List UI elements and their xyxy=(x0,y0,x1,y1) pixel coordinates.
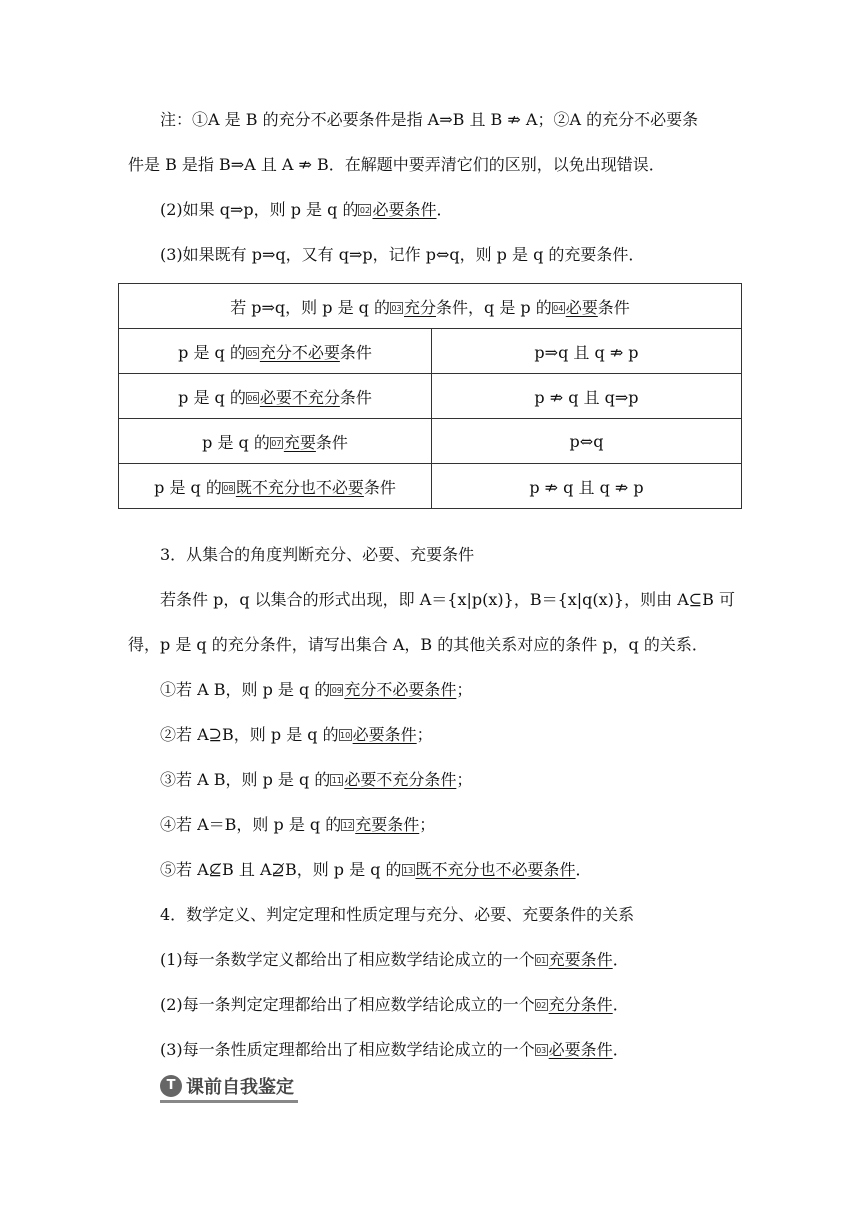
table-row xyxy=(119,329,742,374)
table-cell-right: p ⇏ q 且 q ⇏ p xyxy=(432,464,742,509)
answer-marker: 05 xyxy=(247,348,258,358)
item-2-suffix: ． xyxy=(436,200,453,219)
item-3: (3)如果既有 p⇒q，又有 q⇒p，记作 p⇔q，则 p 是 q 的充要条件． xyxy=(160,245,645,264)
table-cell-right: p⇒q 且 q ⇏ p xyxy=(432,329,742,374)
answer-marker: 08 xyxy=(223,483,234,493)
table-cell-left: p 是 q 的08 既不充分也不必要条件 xyxy=(119,464,432,509)
note-line-2: 件是 B 是指 B⇒A 且 A ⇏ B．在解题中要弄清它们的区别，以免出现错误． xyxy=(128,155,665,174)
table-header-row xyxy=(119,284,742,329)
table-row xyxy=(119,374,742,419)
badge-icon: T xyxy=(160,1075,182,1097)
section-3-heading: 3．从集合的角度判断充分、必要、充要条件 xyxy=(160,545,475,564)
condition-table xyxy=(118,283,742,509)
answer-marker: 10 xyxy=(340,731,351,740)
table-cell-left: p 是 q 的06 必要不充分条件 xyxy=(119,374,432,419)
table-cell-left: p 是 q 的07 充要条件 xyxy=(119,419,432,464)
answer-marker: 09 xyxy=(331,686,342,695)
list-item: ⑤若 A⊈B 且 A⊉B，则 p 是 q 的13 既不充分也不必要条件． xyxy=(160,860,592,879)
answer-marker: 01 xyxy=(536,956,547,965)
list-item: ③若 A B，则 p 是 q 的11 必要不充分条件； xyxy=(160,770,473,789)
badge-label: 课前自我鉴定 xyxy=(186,1077,294,1098)
header-answer-1: 充分 xyxy=(404,297,437,317)
note-line-1: 注：①A 是 B 的充分不必要条件是指 A⇒B 且 B ⇏ A；②A 的充分不必要条 xyxy=(160,110,699,129)
answer-marker: 02 xyxy=(536,1001,547,1010)
item-2 xyxy=(160,196,760,224)
header-middle: 条件，q 是 p 的 xyxy=(436,297,552,317)
section-3-intro-2: 得，p 是 q 的充分条件，请写出集合 A，B 的其他关系对应的条件 p，q 的关系． xyxy=(128,635,708,654)
answer-marker: 11 xyxy=(331,776,342,785)
section-4-heading: 4．数学定义、判定定理和性质定理与充分、必要、充要条件的关系 xyxy=(160,905,635,924)
item-2-answer: 必要条件 xyxy=(372,200,437,219)
answer-marker: 06 xyxy=(247,393,258,403)
answer-marker: 13 xyxy=(402,866,414,875)
list-item: ②若 A⊇B，则 p 是 q 的10 必要条件； xyxy=(160,725,433,744)
answer-marker: 07 xyxy=(271,438,282,448)
list-item: (2)每一条判定定理都给出了相应数学结论成立的一个02 充分条件． xyxy=(160,995,629,1014)
list-item: ④若 A＝B，则 p 是 q 的12 充要条件； xyxy=(160,815,436,834)
section-badge xyxy=(160,1073,294,1099)
list-item: (3)每一条性质定理都给出了相应数学结论成立的一个03 必要条件． xyxy=(160,1040,629,1059)
badge-underline xyxy=(160,1100,298,1103)
answer-marker: 02 xyxy=(359,206,371,215)
header-answer-2: 必要 xyxy=(565,297,598,317)
answer-marker: 04 xyxy=(553,303,564,313)
item-2-prefix: (2)如果 q⇒p，则 p 是 q 的 xyxy=(160,200,359,219)
answer-marker: 03 xyxy=(536,1046,547,1055)
header-suffix: 条件 xyxy=(597,297,630,317)
table-cell-right: p ⇏ q 且 q⇒p xyxy=(432,374,742,419)
list-item: ①若 A B，则 p 是 q 的09 充分不必要条件； xyxy=(160,680,473,699)
section-3-intro-1: 若条件 p，q 以集合的形式出现，即 A＝{x|p(x)}，B＝{x|q(x)}，则由 A⊆B 可 xyxy=(160,590,735,609)
table-row xyxy=(119,464,742,509)
answer-marker: 12 xyxy=(342,821,353,830)
list-item: (1)每一条数学定义都给出了相应数学结论成立的一个01 充要条件． xyxy=(160,950,629,969)
header-prefix: 若 p⇒q，则 p 是 q 的 xyxy=(230,297,390,317)
answer-marker: 03 xyxy=(391,303,402,313)
table-cell-left: p 是 q 的05 充分不必要条件 xyxy=(119,329,432,374)
table-header-cell xyxy=(119,284,742,329)
table-row xyxy=(119,419,742,464)
table-cell-right: p⇔q xyxy=(432,419,742,464)
